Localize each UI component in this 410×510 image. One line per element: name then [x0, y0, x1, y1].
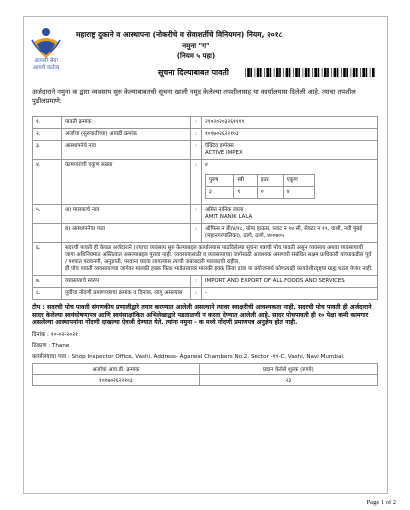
note-paragraph: टीप : सदरची पोच पावती संगणकीय प्रणालीद्वारे तयार करण्यात आलेली असल्याने त्यावर स्वाक्षरीची आवश्यकता नाही. सदरची पोच पावती ही अर्जदाराने सादर केलेल्या स्वयंघोषणापत्र आणि स्वयंसाक्षांकित अभिलेखाद्वारे पडताळणी न करता देण्यात आलेली आहे. सादर पोचपावती ही १० पेक्षा कमी कामगार असलेल्या आस्थापनांना नोंदणी दाखल्या ऐवजी देण्यात येते. त्यांना नमुना - क मध्ये नोंदणी प्रमाणपत्र अनुज्ञेय होत नाही. — [32, 304, 372, 326]
disclaimer-cell — [62, 243, 378, 276]
date-line: दिनांक : १०-०२-२०२१ — [32, 332, 79, 338]
row-colon: : — [191, 160, 202, 205]
row-label: अर्जाचा (सुरुवातीच्या) आयडी क्रमांक — [62, 129, 191, 141]
barcode-bar — [276, 68, 279, 77]
barcode-bar — [334, 68, 337, 77]
establishment-name-value — [202, 141, 378, 160]
row-number: २. — [33, 129, 62, 141]
barcode-bar — [250, 68, 252, 77]
fee-application-id: १०१७०२६२२१०३ — [33, 375, 200, 386]
barcode-bar — [247, 68, 250, 77]
barcode-bar — [370, 68, 371, 77]
barcode-bar — [331, 68, 332, 77]
barcode-bar — [279, 68, 281, 77]
barcode-bar — [346, 68, 348, 77]
fee-header-application-id: अर्जाचा आय.डी. क्रमांक — [33, 364, 200, 375]
row-colon: : — [191, 276, 202, 288]
barcode-bar — [372, 68, 375, 77]
table-row — [33, 117, 378, 129]
row-colon: : — [191, 205, 202, 224]
workers-male: ३ — [206, 187, 234, 199]
barcode-bar — [255, 68, 256, 77]
barcode-bar — [341, 68, 342, 77]
table-row — [33, 288, 378, 300]
row-number — [33, 224, 62, 243]
row-colon: : — [191, 117, 202, 129]
row-number: ८. — [33, 288, 62, 300]
logo-caption-line2: आमचे कर्तव्य — [32, 64, 60, 71]
fee-amount: २३ — [199, 375, 377, 386]
barcode-bar — [314, 68, 317, 77]
barcode-bar — [295, 68, 298, 77]
barcode-bar — [366, 68, 368, 77]
table-row — [33, 375, 378, 386]
barcode-bar — [245, 68, 246, 77]
act-title: महाराष्ट्र दुकाने व आस्थापना (नोकरीचे व सेवाशर्तीचे विनियमन) नियम, २०१८ — [76, 30, 283, 39]
table-row — [33, 364, 378, 375]
table-row — [33, 205, 378, 224]
barcode-bar — [327, 68, 329, 77]
business-nature-value: IMPORT AND EXPORT OF ALL FOODS AND SERVICES — [202, 276, 378, 288]
barcode-bar — [308, 68, 310, 77]
workers-breakdown-table — [205, 174, 315, 199]
barcode-bar — [337, 68, 339, 77]
page-number: Page 1 of 2 — [366, 499, 396, 506]
workers-header-other: इतर — [257, 175, 283, 187]
fee-table — [32, 363, 378, 386]
worker-count-value — [202, 160, 378, 205]
workers-other: ० — [257, 187, 283, 199]
workers-female: १ — [234, 187, 257, 199]
table-row — [33, 160, 378, 205]
workers-header-female: स्त्री — [234, 175, 257, 187]
barcode-bar — [353, 68, 356, 77]
table-row — [33, 243, 378, 276]
table-row — [33, 224, 378, 243]
barcode-icon — [245, 68, 375, 77]
barcode-bar — [298, 68, 300, 77]
row-number: १. — [33, 117, 62, 129]
barcode-bar — [312, 68, 313, 77]
table-row — [33, 129, 378, 141]
row-colon: : — [191, 224, 202, 243]
barcode-bar — [305, 68, 308, 77]
intro-paragraph: अर्जदाराने नमुना क द्वारा व्यवसाय सुरु केल्याबाबतची सूचना खाली नमूद केलेल्या तपशीलासह या कार्यालयास दिलेली आहे. त्याचा तपशील पुढीलप्रमाणे: — [32, 88, 356, 105]
logo-caption — [26, 58, 66, 71]
barcode-bar — [293, 68, 294, 77]
establishment-name-marathi: ऍक्टिव इम्पेक्स — [205, 143, 234, 149]
barcode-bar — [362, 68, 365, 77]
owner-name-value — [202, 205, 378, 224]
owner-name-english: AMIT NANIK LALA — [205, 214, 253, 220]
barcode-bar — [351, 68, 352, 77]
previous-certificate-value: - — [202, 288, 378, 300]
barcode-bar — [322, 68, 323, 77]
row-number: ६. — [33, 243, 62, 276]
row-label: ब) आस्थापनेचा पत्ता — [62, 224, 191, 243]
row-number: ५. — [33, 205, 62, 224]
disclaimer-text-2: हीे पोच पावती व्यवसायाच्या जागेवर मालकी हक्क किंवा भाडेतत्त्वावर मालकी हक्क किंवा दावा या प्रयोजनार्थ कोणत्याही कायदेशीरदृष्ट्या ग्राह्य धरता येणार नाही. — [65, 266, 373, 272]
barcode-bar — [360, 68, 361, 77]
workers-header-total: एकूण — [283, 175, 314, 187]
row-label: पूर्वीचा नोंदणी प्रमाणपत्राचा क्रमांक व दिनांक, लागू असल्यास — [62, 288, 191, 300]
barcode-bar — [266, 68, 269, 77]
barcode-bar — [303, 68, 304, 77]
application-id-value: १०१७०२६२२१०३ — [202, 129, 378, 141]
row-number: ३. — [33, 141, 62, 160]
barcode-bar — [283, 68, 284, 77]
establishment-name-english: ACTIVE IMPEX — [205, 150, 243, 156]
barcode-bar — [356, 68, 358, 77]
barcode-bar — [343, 68, 346, 77]
barcode-bar — [270, 68, 272, 77]
row-label: पावती क्रमांक — [62, 117, 191, 129]
barcode-bar — [318, 68, 320, 77]
table-row — [33, 141, 378, 160]
barcode-bar — [324, 68, 327, 77]
table-row — [33, 276, 378, 288]
barcode-bar — [264, 68, 265, 77]
barcode-bar — [257, 68, 260, 77]
row-label: व्यवसायाचे स्वरुप — [62, 276, 191, 288]
workers-header-male: पुरुष — [206, 175, 234, 187]
receipt-number-value: २१०२०२०३२६११११ — [202, 117, 378, 129]
owner-name-marathi: अमित नानिक लाला — [205, 207, 244, 213]
fee-header-amount: प्रदान केलेले शुल्क (रुपये) — [199, 364, 377, 375]
receipt-subject: सूचना दिल्याबाबत पावती — [158, 68, 229, 77]
logo-caption-line1: आपली सेवा — [34, 58, 58, 64]
row-colon: : — [191, 288, 202, 300]
office-address-line: कार्यालयाचा पत्ता : Shop Inspector Office, Vashi, Address- Agarwal Chambers No.2, Sector -१९-C, Vashi, Navi Mumbai. — [32, 354, 345, 360]
disclaimer-text: सदरची पावती ही केवळ अर्जदाराने (ज्याचा व्यवसाय सुरु केल्याबद्दल कार्यालयास पाठविलेल्या सूचना पत्राची पोच पावती असुन व्यवसाय अथवा व्यवसायाची जागा अधिनियमात अस्तित्वात असल्याबद्दल पुरावा नाही. व्यवसायासाठी व व्यवसायाच्या जागेसाठी आवश्यक असणारी संबंधित सक्षम प्राधिकारी यांच्याकडील पूर्व / पश्चात परवानगी, अनुज्ञप्ती, परवाना घ्यावा लागल्यास त्याची जबाबदारी मालकाची राहील. — [65, 245, 372, 265]
details-table — [32, 116, 378, 300]
row-colon: : — [191, 129, 202, 141]
row-number: ४. — [33, 160, 62, 205]
row-number: ७. — [33, 276, 62, 288]
barcode-bar — [286, 68, 289, 77]
workers-total: ४ — [283, 187, 314, 199]
place-line: ठिकाण : Thane — [32, 343, 70, 349]
barcode-bar — [274, 68, 275, 77]
barcode-bar — [260, 68, 262, 77]
establishment-address-value: ऑफिस न बी/४/१८, ग्रोमा हाऊस, प्लाट न १४ सी, सेक्टर न १९, वाशी, नवी मुंबई (महानगरपालिका), ठाणे, ठाणे, ४००७०५ — [202, 224, 378, 243]
barcode-bar — [289, 68, 291, 77]
row-label: आस्थापनेचे नाव — [62, 141, 191, 160]
row-label: कामगारांची एकूण संख्या — [62, 160, 191, 205]
row-label: अ) मालकाचे नाव — [62, 205, 191, 224]
form-name: नमुना "ग" — [182, 42, 210, 50]
total-workers: ४ — [205, 162, 208, 168]
rule-reference: (नियम ५ पहा) — [176, 52, 216, 60]
row-colon: : — [191, 141, 202, 160]
